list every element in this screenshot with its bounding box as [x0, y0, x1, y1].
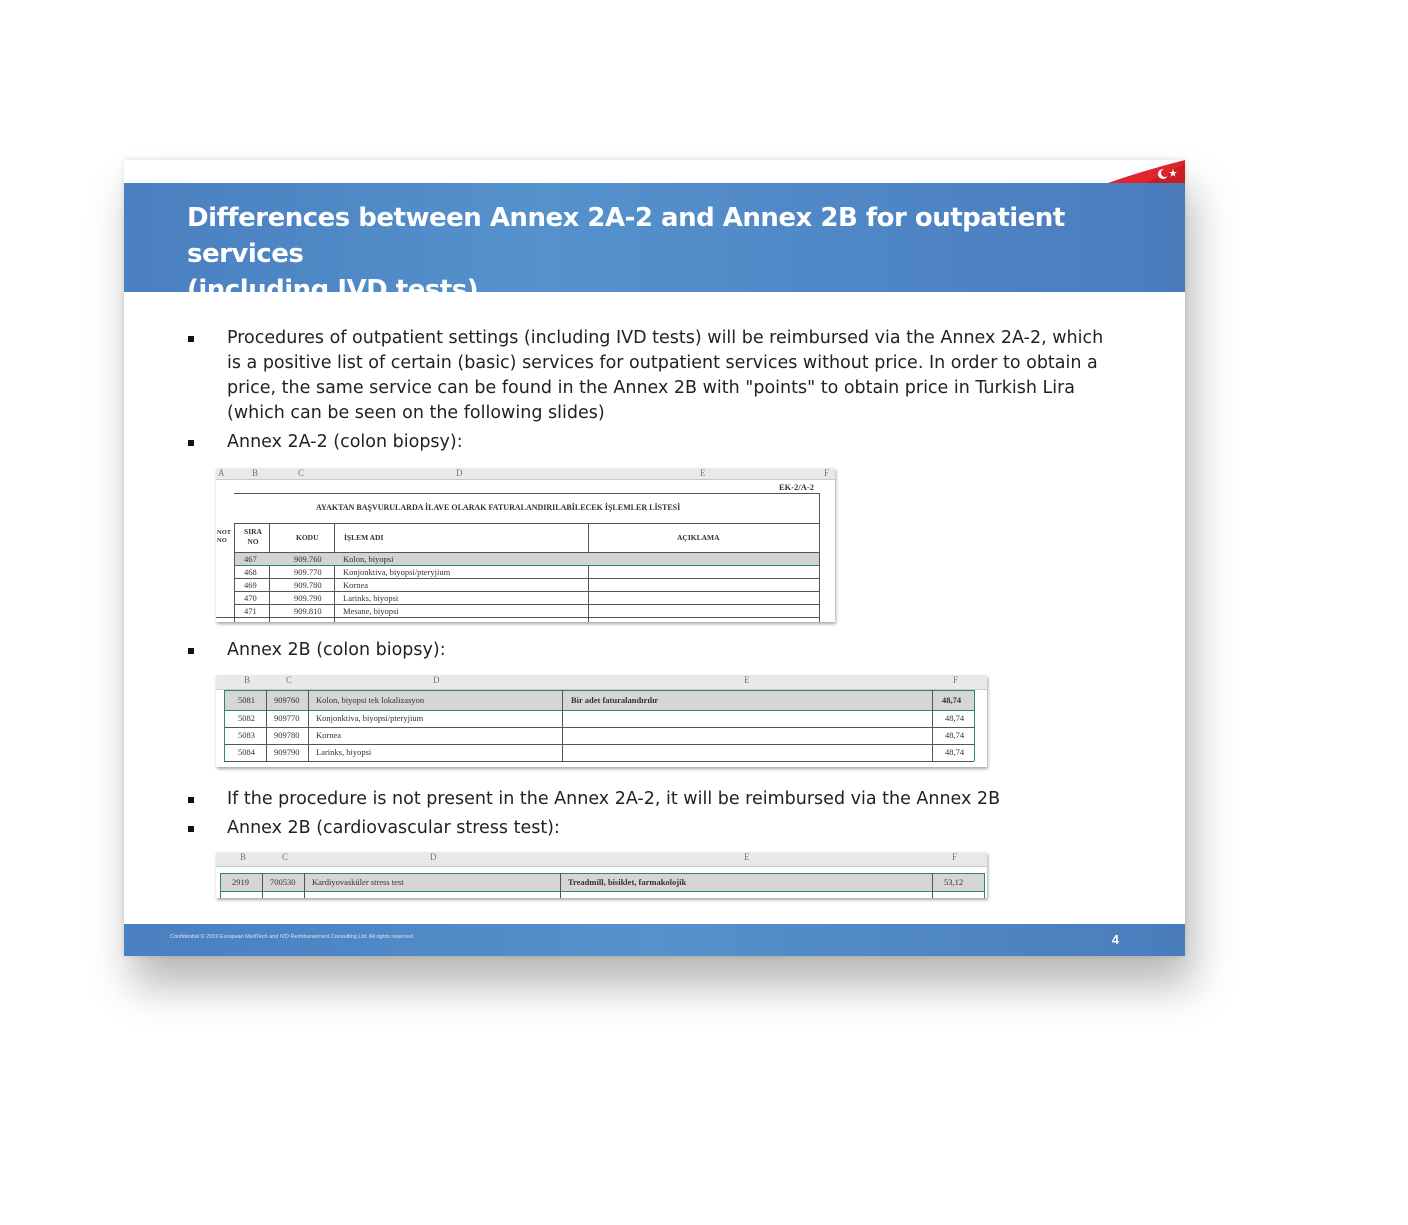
- cell-f: 53,12: [944, 877, 964, 887]
- column-letter: E: [744, 852, 750, 862]
- cell-kodu: 909.780: [294, 580, 322, 590]
- bullet-1-line: is a positive list of certain (basic) services for outpatient services without price. In order to obtain a: [227, 353, 1098, 373]
- bullet-marker: [188, 440, 194, 446]
- cell-b: 5084: [238, 747, 255, 757]
- column-letter: B: [252, 468, 259, 478]
- cell-f: 48,74: [942, 695, 962, 705]
- cell-kodu: 909.790: [294, 593, 322, 603]
- slide-footer: [124, 924, 1185, 956]
- title-line-1: Differences between Annex 2A-2 and Annex 2B for outpatient services: [187, 203, 1065, 269]
- cell-islem: Konjonktiva, biyopsi/pteryjium: [343, 567, 451, 577]
- annex-2a2-table-image: [216, 468, 835, 622]
- bullet-marker: [188, 797, 194, 803]
- table-heading: AYAKTAN BAŞVURULARDA İLAVE OLARAK FATURALANDIRILABİLECEK İŞLEMLER LİSTESİ: [316, 503, 681, 512]
- column-letter: D: [430, 852, 437, 862]
- cell-islem: Larinks, biyopsi: [343, 593, 399, 603]
- column-letter: B: [244, 675, 251, 685]
- column-letter: F: [824, 468, 830, 478]
- bullet-marker: [188, 826, 194, 832]
- cell-sira: 470: [244, 593, 257, 603]
- cell-f: 48,74: [945, 747, 965, 757]
- column-letter: D: [456, 468, 463, 478]
- column-letter: C: [298, 468, 305, 478]
- bullet-1-line: (which can be seen on the following slides): [227, 403, 605, 423]
- cell-d: Kornea: [316, 730, 342, 740]
- cell-b: 5083: [238, 730, 255, 740]
- bullet-marker: [188, 336, 194, 342]
- bullet-5-text: Annex 2B (cardiovascular stress test):: [227, 818, 560, 838]
- header-aciklama: AÇIKLAMA: [677, 533, 720, 542]
- bullet-1-line: Procedures of outpatient settings (including IVD tests) will be reimbursed via the Annex 2A-2, which: [227, 328, 1104, 348]
- cell-c: 909790: [274, 747, 300, 757]
- cell-islem: Kornea: [343, 580, 369, 590]
- column-header-row: [216, 675, 987, 690]
- bullet-4-text: If the procedure is not present in the Annex 2A-2, it will be reimbursed via the Annex 2B: [227, 789, 1001, 809]
- header-not-no: NOT NO: [217, 529, 231, 544]
- cell-islem: Kolon, biyopsi: [343, 554, 394, 564]
- cell-d: Kardiyovasküler stress test: [312, 877, 404, 887]
- cell-f: 48,74: [945, 730, 965, 740]
- cell-b: 2919: [232, 877, 249, 887]
- bullet-1-line: price, the same service can be found in the Annex 2B with "points" to obtain price in Turkish Lira: [227, 378, 1076, 398]
- cell-e: Treadmill, bisiklet, farmakolojik: [568, 877, 687, 887]
- cell-sira: 468: [244, 567, 257, 577]
- cell-d: Konjonktiva, biyopsi/pteryjium: [316, 713, 424, 723]
- cell-sira: 471: [244, 606, 257, 616]
- bullet-marker: [188, 648, 194, 654]
- turkish-flag-icon: [1105, 160, 1185, 184]
- column-letter: E: [744, 675, 750, 685]
- cell-kodu: 909.770: [294, 567, 322, 577]
- cell-kodu: 909.810: [294, 606, 322, 616]
- bullet-3-text: Annex 2B (colon biopsy):: [227, 640, 446, 660]
- cell-e: Bir adet faturalandırılır: [571, 695, 659, 705]
- column-letter: A: [218, 468, 225, 478]
- cell-kodu: 909.760: [294, 554, 322, 564]
- top-strip: [124, 160, 1185, 183]
- column-letter: F: [953, 675, 959, 685]
- cell-b: 5081: [238, 695, 255, 705]
- cell-sira: 467: [244, 554, 257, 564]
- header-kodu: KODU: [296, 533, 319, 542]
- cell-b: 5082: [238, 713, 255, 723]
- header-islem-adi: İŞLEM ADI: [344, 533, 384, 542]
- cell-islem: Mesane, biyopsi: [343, 606, 399, 616]
- cell-f: 48,74: [945, 713, 965, 723]
- column-header-row: [216, 852, 987, 867]
- slide-title: [187, 200, 1147, 308]
- header-sira-no: SIRA NO: [244, 527, 262, 546]
- column-header-row: [216, 468, 835, 480]
- cell-d: Kolon, biyopsi tek lokalizasyon: [316, 695, 425, 705]
- column-letter: C: [282, 852, 289, 862]
- cell-c: 909770: [274, 713, 300, 723]
- cell-c: 909780: [274, 730, 300, 740]
- column-letter: E: [700, 468, 706, 478]
- title-line-2: (including IVD tests): [187, 275, 479, 305]
- column-letter: F: [952, 852, 958, 862]
- cell-d: Larinks, biyopsi: [316, 747, 372, 757]
- cell-c: 909760: [274, 695, 300, 705]
- annex-2b-colon-table-image: [216, 675, 987, 767]
- page-number: 4: [1111, 932, 1119, 947]
- column-letter: D: [433, 675, 440, 685]
- annex-ref: EK-2/A-2: [779, 482, 814, 492]
- column-letter: C: [286, 675, 293, 685]
- annex-2b-cardio-table-image: [216, 852, 987, 898]
- bullet-2-text: Annex 2A-2 (colon biopsy):: [227, 432, 463, 452]
- cell-c: 700530: [270, 877, 296, 887]
- column-letter: B: [240, 852, 247, 862]
- copyright-text: Confidential © 2019 European MedTech and IVD Reimbursement Consulting Ltd. All rights reserved.: [170, 934, 415, 940]
- slide: [124, 160, 1185, 956]
- cell-sira: 469: [244, 580, 257, 590]
- selected-row-highlight: [235, 553, 819, 565]
